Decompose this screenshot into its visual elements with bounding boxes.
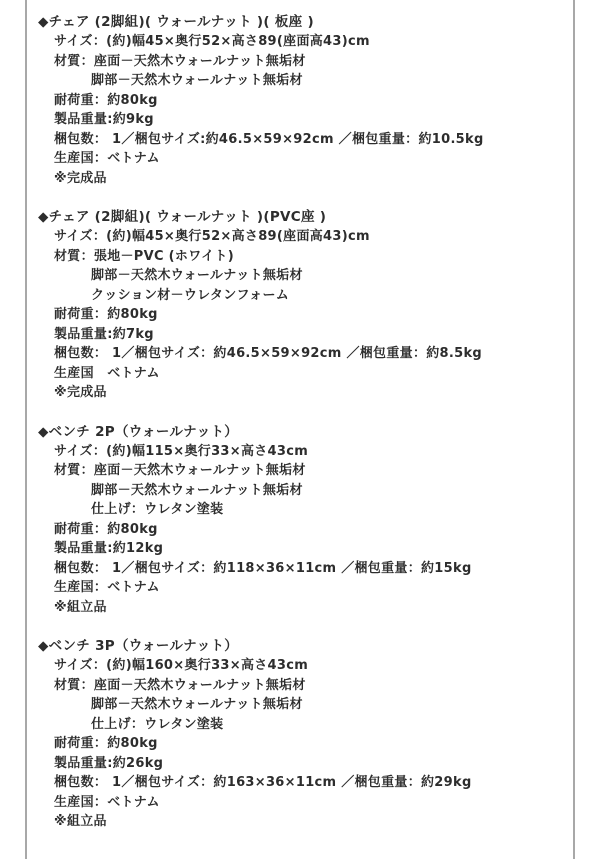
product-title: ◆チェア (2脚組)( ウォールナット )( 板座 ) [38, 14, 314, 30]
spec-line: サイズ：(約)幅45×奥行52×高さ89(座面高43)cm [54, 229, 370, 244]
spec-line: 製品重量:約9kg [54, 112, 154, 127]
spec-line: 梱包数： 1／梱包サイズ：約163×36×11cm ／梱包重量：約29kg [54, 775, 472, 790]
spec-line: 耐荷重：約80kg [54, 521, 158, 537]
spec-line: サイズ：(約)幅115×奥行33×高さ43cm [54, 443, 309, 459]
spec-line: サイズ：(約)幅45×奥行52×高さ89(座面高43)cm [54, 34, 370, 49]
product-specs-panel [25, 0, 575, 859]
spec-line: 材質：張地－PVC (ホワイト) [54, 248, 234, 264]
spec-line: ※完成品 [54, 385, 107, 400]
spec-line: 仕上げ：ウレタン塗装 [91, 716, 224, 732]
product-spec-section [27, 422, 573, 618]
spec-line: 脚部－天然木ウォールナット無垢材 [91, 697, 303, 712]
spec-line: ※組立品 [54, 814, 107, 829]
spec-line: クッション材－ウレタンフォーム [91, 287, 290, 303]
spec-line: 梱包数： 1／梱包サイズ：約46.5×59×92cm ／梱包重量：約8.5kg [54, 346, 483, 361]
spec-line: 耐荷重：約80kg [54, 736, 158, 751]
spec-line: 脚部－天然木ウォールナット無垢材 [91, 268, 303, 283]
spec-line: 仕上げ：ウレタン塗装 [91, 502, 224, 517]
spec-line: サイズ：(約)幅160×奥行33×高さ43cm [54, 658, 309, 673]
spec-line: 製品重量:約26kg [54, 755, 164, 771]
product-spec-section [27, 207, 573, 403]
spec-line: 製品重量:約12kg [54, 541, 164, 556]
spec-line: 耐荷重：約80kg [54, 92, 158, 108]
spec-line: 生産国 ベトナム [54, 365, 160, 381]
product-title: ◆ベンチ 3P（ウォールナット） [38, 638, 239, 654]
spec-line: 製品重量:約7kg [54, 326, 154, 342]
product-title: ◆チェア (2脚組)( ウォールナット )(PVC座 ) [38, 209, 327, 225]
spec-line: 材質：座面－天然木ウォールナット無垢材 [54, 53, 306, 69]
spec-line: 生産国：ベトナム [54, 794, 160, 810]
spec-line: 梱包数： 1／梱包サイズ：約118×36×11cm ／梱包重量：約15kg [54, 560, 472, 576]
spec-line: ※組立品 [54, 599, 107, 615]
spec-line: 材質：座面－天然木ウォールナット無垢材 [54, 677, 306, 693]
spec-line: 生産国：ベトナム [54, 151, 160, 166]
spec-line: 材質：座面－天然木ウォールナット無垢材 [54, 463, 306, 478]
spec-line: 脚部－天然木ウォールナット無垢材 [91, 482, 303, 498]
spec-line: 脚部－天然木ウォールナット無垢材 [91, 73, 303, 88]
product-spec-section [27, 12, 573, 188]
product-title: ◆ベンチ 2P（ウォールナット） [38, 423, 239, 440]
spec-line: ※完成品 [54, 170, 107, 186]
spec-line: 耐荷重：約80kg [54, 307, 158, 322]
spec-line: 生産国：ベトナム [54, 580, 160, 595]
spec-line: 梱包数： 1／梱包サイズ:約46.5×59×92cm ／梱包重量：約10.5kg [54, 131, 484, 147]
product-spec-section [27, 636, 573, 832]
